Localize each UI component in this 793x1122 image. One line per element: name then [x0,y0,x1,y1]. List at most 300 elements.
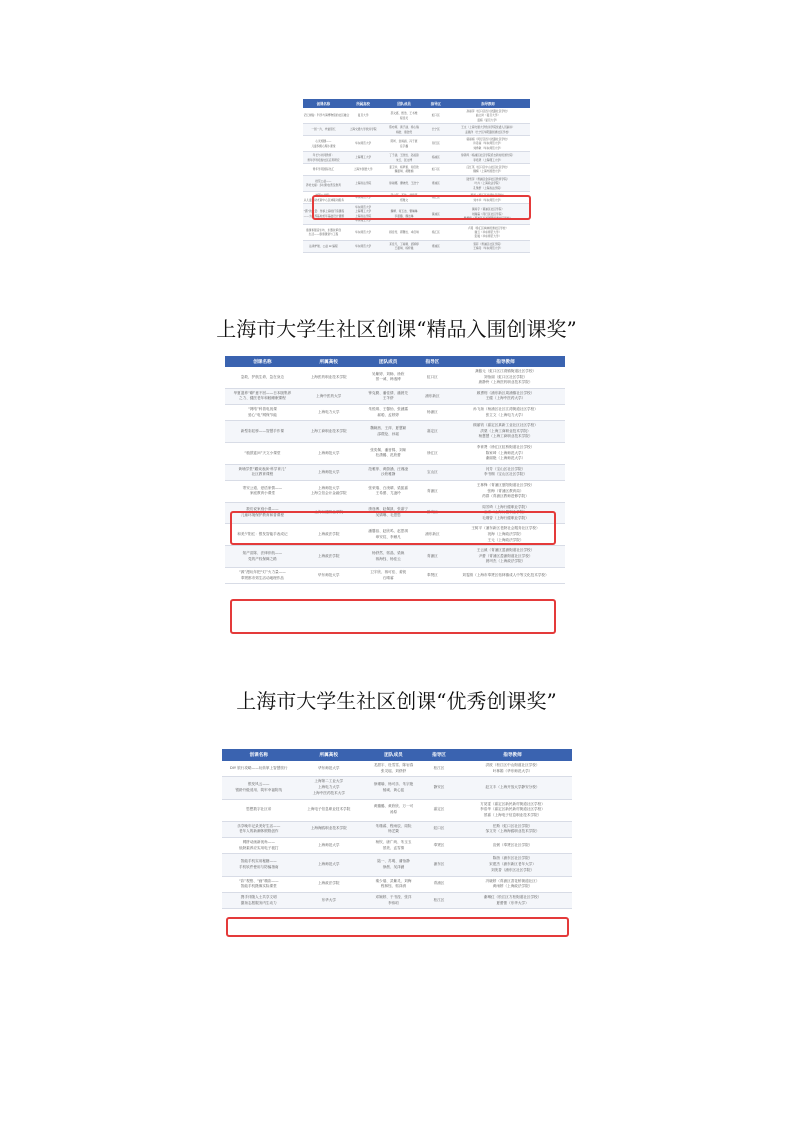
cell-line: 上海师范大学 [317,862,340,867]
cell-teachers [446,546,565,568]
cell-line: 低龄素养应实用电子板打 [238,845,279,850]
cell-line: 刘丰华（华东师范大学） [473,197,503,202]
cell-line: “植肤宴问”天文小课堂 [244,450,281,455]
cell-members [358,546,419,568]
table-row [225,480,565,502]
cell-line: 晨玛杰（上海政法学院） [485,559,526,564]
cell-line: 顾佳雯、郭馨怡、卓佳琪 [389,229,419,234]
cell-members [358,480,419,502]
cell-line: 法律护航、公益 AI 编程 [309,243,338,248]
cell-course [222,838,296,854]
cell-line: 刘美香（浦东区社区学院） [490,867,535,872]
cell-line: 魏晴、何玉洁、曹琳琳 [390,209,418,214]
cell-line: 石晴睿 [382,575,394,580]
cell-line: 上海行健职业学院 [314,510,344,515]
cell-line: 朱悦琪、王馨怡、张涵露 [368,406,408,411]
cell-line: 长宁区 [431,127,440,132]
cell-line: 李伟垣 [388,900,399,905]
caption-elite-shortlist-award: 上海市大学生社区创课“精品入围创课奖” [216,317,577,341]
table-row [303,240,530,252]
cell-line: 黄浦区 [431,211,440,216]
cell-line: 蔡美、孟雪倩 [382,845,405,850]
cell-line: 数们说家庭小课—— [246,507,279,512]
cell-school [300,464,358,480]
cell-course [225,388,300,404]
cell-line: 上海中医药大学 [316,393,342,398]
cell-line: 张灵瑶、刘舒舒 [380,768,407,773]
cell-school [296,799,363,821]
cell-line: 青浦区 [433,881,445,886]
cell-teachers [446,124,530,136]
cell-line: 郁诚、黄心蓝 [382,787,405,792]
cell-members [358,404,419,420]
cell-district [425,876,453,892]
table-row [225,367,565,388]
cell-line: 刘瑞慈（闵行区社区学院） [471,211,505,216]
cell-school [300,367,358,388]
cell-teachers [453,777,572,799]
cell-school [344,124,383,136]
header-school: 所属高校 [300,356,358,367]
cell-line: 华东师范大学 [355,141,372,146]
cell-line: 药群（青浦区教师进修学院） [482,494,529,499]
cell-members [382,152,425,164]
cell-line: 朱玉、张文博 [395,157,413,162]
table-row [303,224,530,240]
table-row [303,136,530,152]
cell-district [419,388,446,404]
cell-line: 张立军、邓玮、刘胤铭 [390,193,418,198]
cell-line: 潘馨蕊、赵欣鸣、赵思琪 [368,529,408,534]
cell-line: 周芳绮（上海行健职业学院） [482,504,529,509]
cell-course [222,761,296,777]
cell-line: 邓婉婷、于书滢、张洋 [375,894,412,899]
cell-members [358,568,419,584]
header-district: 指导区 [419,356,446,367]
cell-line: 徐雨娜、曹晓然、王浩宁 [389,181,419,186]
cell-line: 上海电子信息职业技术学院 [307,807,351,812]
cell-line: 吴紫婷、刘畅、徐欣 [372,371,405,376]
cell-line: 华东师范大学 [317,572,340,577]
cell-line: 从儿童到助老新中心区域联动服务 [303,197,344,202]
cell-line: 上海政法学院 [317,553,340,558]
cell-line: 青浦区 [426,553,438,558]
cell-line: 华东师范大学 [355,229,372,234]
cell-line: 虹口区 [431,167,440,172]
cell-teachers [446,404,565,420]
cell-district [426,240,446,252]
header-district: 指导区 [425,749,453,761]
cell-teachers [446,464,565,480]
table-row [225,404,565,420]
header-members: 团队成员 [358,356,419,367]
cell-district [425,799,453,821]
cell-line: 张奕佩、潘晋锦、刘琛 [370,447,407,452]
cell-line: 卫宇欣、蒋可佳、姜锐 [370,570,407,575]
cell-course [225,421,300,443]
cell-line: 康康和强音乐坊、乐器改革创 [305,227,341,232]
cell-members [362,777,425,799]
table-row [303,124,530,136]
cell-district [426,164,446,176]
cell-line: 上海立信会计金融学院 [310,491,347,496]
table-row [225,388,565,404]
cell-teachers [446,136,530,152]
cell-course [303,136,344,152]
cell-line: 杨钦、唐广尚、朱玉玉 [375,840,412,845]
cell-line: 王芊舒 [382,396,394,401]
cell-line: 吴婧琳、毛思思 [375,513,401,518]
cell-line: 汪红英（虹口区中山社区社区学校） [466,165,510,170]
cell-line: 年长与共同教育： [312,153,335,158]
cell-line: 邵文嘉、殷浩、王书维 [390,111,418,116]
cell-line: ——为康养基地老年基础设计课题 [303,213,344,218]
cell-line: 李书桐（宝山区社区学院） [483,472,528,477]
cell-line: 杨浦区 [426,409,438,414]
highlight-box [226,917,569,937]
cell-line: 陈昕、金雨涵、冯子豪 [390,139,418,144]
cell-line: 龙甜宇、杜雪雪、陈岩春 [373,763,414,767]
cell-line: 虹口区 [431,113,440,118]
cell-line: 思想数字社区帝 [246,807,272,812]
cell-school [296,854,363,876]
cell-line: 汤原 [389,810,398,815]
cell-line: 张立文（上海电力大学） [485,412,526,417]
cell-line: 钟克勤、潘佳倩、潘晨芫 [368,390,408,395]
cell-line: 叶卉（上海政法学院） [474,181,502,186]
cell-line: 蔡菲（青浦区社区学院） [473,241,503,246]
header-school: 所属高校 [296,749,363,761]
cell-line: 周雨（徐汇区华泾社区学校） [470,193,506,198]
cell-school [344,224,383,240]
cell-line: 激扬志愿服务内生动力 [240,900,277,905]
cell-line: 青浦区 [431,181,440,186]
cell-line: 蔡嘉（上海电子信息职业技术学院） [483,812,542,817]
cell-district [419,367,446,388]
cell-line: 网拼动画新视角—— [242,840,275,845]
cell-line: 张梅（青浦区教育局） [487,488,524,493]
cell-line: 虹口区 [433,826,445,831]
cell-line: 上海电力大学 [317,409,340,414]
cell-members [358,388,419,404]
cell-line: 浦东新区 [425,393,440,398]
cell-members [362,838,425,854]
cell-line: 上海政法学院 [317,532,340,537]
cell-course [303,175,344,191]
cell-line: 张荣瑞、白庚晴、梁振嘉 [368,485,408,490]
cell-line: 上海师范大学 [317,450,340,455]
header-members: 团队成员 [382,99,425,108]
cell-line: 邵璟伦、孙瑶 [377,431,399,436]
cell-line: 赵文丰（上海开放大学静安分校） [485,785,540,790]
cell-line: 谢云（华东师范大学） [474,229,502,234]
cell-line: 孟晨洋（长宁区华阳路街道社区学校） [465,129,511,134]
cell-members [362,821,425,837]
cell-district [426,224,446,240]
cell-line: 徐汇区 [426,450,438,455]
cell-teachers [446,108,530,124]
cell-line: “彩”观察、“画”精彩—— [238,878,279,883]
cell-line: 心灵相遇—— [315,139,332,144]
cell-line: 浦东新区 [425,532,440,537]
cell-school [296,821,363,837]
cell-district [419,480,446,502]
cell-line: 上海师范大学 [317,485,340,490]
cell-line: 上海交通大学致远学院 [349,127,377,132]
cell-line: 党的产权保障之路 [248,556,277,561]
cell-line: 朱瑾睿、程雨辰、周阮 [375,823,412,828]
header-course: 创课名称 [225,356,300,367]
table-row [225,546,565,568]
cell-line: 王文（上海交通大学致远学院党委人员副书） [461,125,515,130]
cell-line: 儿童积极心理小课堂 [311,143,336,148]
cell-school [344,136,383,152]
header-school: 所属高校 [344,99,383,108]
cell-line: 青浦区 [431,243,440,248]
table-elite-award [225,356,565,584]
cell-line: 嘉定区 [426,428,438,433]
cell-line: 魏嘉琪、胡雅楠 [394,169,414,174]
cell-line: 陈家琦（上海师范大学） [485,450,526,455]
header-teachers: 指导教师 [453,749,572,761]
cell-line: 上海师范大学 [317,842,340,847]
cell-school [296,777,363,799]
cell-line: 智能手机实用秘籍—— [240,859,277,864]
cell-line: 孙飞扬（杨浦区社区江湾街道社区学校） [473,406,538,411]
cell-members [382,164,425,176]
cell-school [300,388,358,404]
cell-line: “源”漫玩年把“灯”火力量—— [238,570,286,575]
cell-line: 王嘉琪、杨梓晨 [394,246,414,251]
cell-line: 嘉定区 [433,807,445,812]
cell-school [296,838,363,854]
cell-line: “网络”科普电视课 [247,406,277,411]
cell-members [362,892,425,908]
cell-members [358,421,419,443]
cell-district [425,821,453,837]
cell-line: 王涛（上海行健职业学院） [483,510,528,515]
cell-line: 华东师范大学 [355,243,372,248]
cell-teachers [453,761,572,777]
cell-line: 王希蕾、尤凌玲 [375,491,401,496]
cell-teachers [453,821,572,837]
cell-line: 康逸博、赵佩凯、张嘉宁 [368,507,408,512]
cell-course [225,367,300,388]
cell-line: 卢燕（徐汇区枫林街道社区学校） [467,225,509,230]
cell-line: 徐汇区 [431,195,440,200]
cell-course [222,892,296,908]
cell-line: 和美夕阳红：银发智能手表成记 [237,532,288,537]
cell-line: 孔殊舒（上海政法学院） [473,185,503,190]
cell-line: 黄璐璐、黄欣欣、万一可 [373,804,414,809]
cell-line: 洪波（松江区中山街道社区学校） [485,763,540,767]
cell-line: 徐晨、吴泽涵 [382,864,405,869]
cell-line: 宝山区 [426,469,438,474]
cell-line: 爱心“电”网保节能 [247,412,277,417]
cell-line: 方莞雯（嘉定区新民新村街道社区学校） [480,801,545,806]
cell-line: 智能手机摄像实际课堂 [240,884,277,889]
cell-line: 华东师范大学 [317,765,340,770]
cell-line: 刘怡丽（虹口区社区学院） [483,374,528,379]
cell-school [300,421,358,443]
cell-line: 唐静伶（上海医药职业技术学院） [478,380,533,385]
cell-line: 杨慧慧（上海工商职业技术学院） [478,434,533,439]
table-row [222,876,572,892]
cell-teachers [453,876,572,892]
table-row [225,568,565,584]
cell-course [303,240,344,252]
cell-district [425,838,453,854]
cell-members [382,224,425,240]
cell-line: 静安区 [433,785,445,790]
cell-line: 宋建杰（浦东新区老年大学） [489,862,536,867]
cell-line: 上海第二工业大学 [314,779,344,784]
cell-line: 谢丽艳（上海师范大学） [485,456,526,461]
cell-teachers [446,367,565,388]
cell-members [362,854,425,876]
cell-line: DIY 旅行攻略——玩转掌上智慧旅行 [230,765,288,770]
cell-line: 新型彩虹桥——智慧手作课 [240,428,284,433]
cell-line: 徐瑾瑜、杨可乐、朱宗艳 [373,782,414,787]
cell-course [225,480,300,502]
cell-line: 徐锦风（杨浦区社区学院延吉新村街道分院） [461,153,515,158]
table-row [222,777,572,799]
table-row [303,152,530,164]
cell-line: 戴鑫梅（黄浦区半淞园路街道社区学校） [463,215,513,220]
cell-school [296,761,363,777]
cell-district [426,124,446,136]
cell-line: 知产苗陈、法律伴航—— [242,551,283,556]
cell-line: 李培贤（上海理工大学） [473,157,503,162]
cell-line: 儿童环境保护教育和普课程 [240,513,284,518]
cell-school [300,404,358,420]
cell-line: 携手伴随人士共享文明 [240,894,277,899]
table-row [222,799,572,821]
cell-members [362,799,425,821]
table-row [222,761,572,777]
cell-line: 上海政法学院 [355,213,372,218]
cell-teachers [446,175,530,191]
cell-line: 奉贤区 [426,572,438,577]
cell-line: 邹文安（上海海鸥职业技术学院） [485,829,540,834]
cell-line: 银龄升级适用、筑牢幸福防线 [235,787,283,792]
cell-line: 上海医药职业技术学院 [310,374,347,379]
cell-teachers [446,442,565,464]
cell-line: 温娟（复旦大学） [477,117,499,122]
cell-line: 王云威（青浦区盈浦街道社区学校） [476,548,535,553]
cell-members [362,876,425,892]
cell-district [419,546,446,568]
cell-line: 许丹丽（华东师范大学） [473,141,503,146]
cell-line: 手机软件使用与防骗指南 [238,864,279,869]
cell-line: 护银公益组： [315,193,332,198]
cell-line: 秦少瑞、武紫灵、刘梅 [375,878,412,883]
cell-line: 之力、健医老年和睦睡眠课程 [239,396,286,401]
cell-line: 尹蕾（青浦区盈浦街道社区学校） [478,553,533,558]
cell-line: 冯晓婷（青浦区香花桥街道社区） [485,878,540,883]
cell-line: 拾荒公益—— [315,179,332,184]
cell-district [419,404,446,420]
cell-line: 华东理工大学 [355,218,372,223]
cell-teachers [446,152,530,164]
cell-school [344,240,383,252]
cell-line: 上海理工大学 [355,155,372,160]
cell-line: 黄雨婷（上海政法学院） [492,884,533,889]
cell-line: 急救，护航生命，急在身边 [240,374,284,379]
cell-line: 魏婉茜、王萍、夏慧颖 [370,425,407,430]
cell-line: 上海师范大学 [317,469,340,474]
cell-line: 谢琳红（松江区方松街道社区学校） [483,894,542,899]
cell-line: 顾勇则（浦东新区周浦镇社区学校） [476,390,535,395]
cell-course [303,108,350,124]
cell-teachers [453,799,572,821]
cell-school [344,152,383,164]
cell-school [296,876,363,892]
cell-line: 邓佳凡、丁雨桐、邱婷婷 [389,241,419,246]
cell-course [303,124,344,136]
cell-teachers [453,854,572,876]
header-teachers: 指导教师 [446,99,530,108]
cell-line: 乐享晚年记录美好生活—— [237,823,281,828]
table-row [222,892,572,908]
table-row [225,442,565,464]
cell-line: 奉贤都市郊生活动地理作品 [240,575,284,580]
cell-line: 李嘉璐、魏洁琳 [394,213,414,218]
cell-district [419,442,446,464]
cell-line: 张晨（华东师范大学） [474,234,502,239]
cell-school [300,480,358,502]
cell-line: 奉贤区 [433,842,445,847]
cell-line: 魏婧（上海外国语大学） [473,169,503,174]
cell-teachers [446,480,565,502]
cell-district [426,136,446,152]
cell-line: 郑雅文 [399,197,409,202]
table-row [222,854,572,876]
cell-line: 程林钰、郭泽澍 [380,884,407,889]
cell-line: 祝海（上海政法学院） [487,532,524,537]
cell-line: 徐汇区 [431,229,440,234]
cell-line: 宣弼（奉贤区社区学院） [492,842,533,847]
cell-teachers [453,892,572,908]
cell-members [382,240,425,252]
table-row [303,175,530,191]
cell-course [222,777,296,799]
cell-line: 刘雯颀（上海市奉贤区柘林镇成人中等文化技术学校） [462,572,549,577]
cell-line: 上海理工大学 [355,209,372,214]
cell-school [300,568,358,584]
cell-line: 复旦大学 [357,113,369,118]
cell-line: 任宇鑫 [399,143,409,148]
cell-district [425,854,453,876]
cell-course [225,464,300,480]
cell-district [426,152,446,164]
cell-line: 叶林娟（华东师范大学） [492,768,533,773]
cell-school [344,164,383,176]
cell-line: 陆一、苏明、蒲怡静 [377,859,410,864]
cell-line: 洪梨（上海工商职业技术学院） [480,428,531,433]
cell-line: 王健（上海中医药大学） [485,396,526,401]
cell-teachers [446,224,530,240]
cell-line: 顾丽钧（嘉定区真新工业社区社区学校） [473,423,538,428]
cell-members [382,136,425,152]
cell-line: 上海电力大学 [317,785,340,790]
cell-district [426,175,446,191]
header-district: 指导区 [426,99,446,108]
cell-line: 毛瑾曾（上海行健职业学院） [482,515,529,520]
cell-line: 寄安公道、爱语家情—— [242,485,283,490]
cell-district [426,108,446,124]
cell-members [358,367,419,388]
